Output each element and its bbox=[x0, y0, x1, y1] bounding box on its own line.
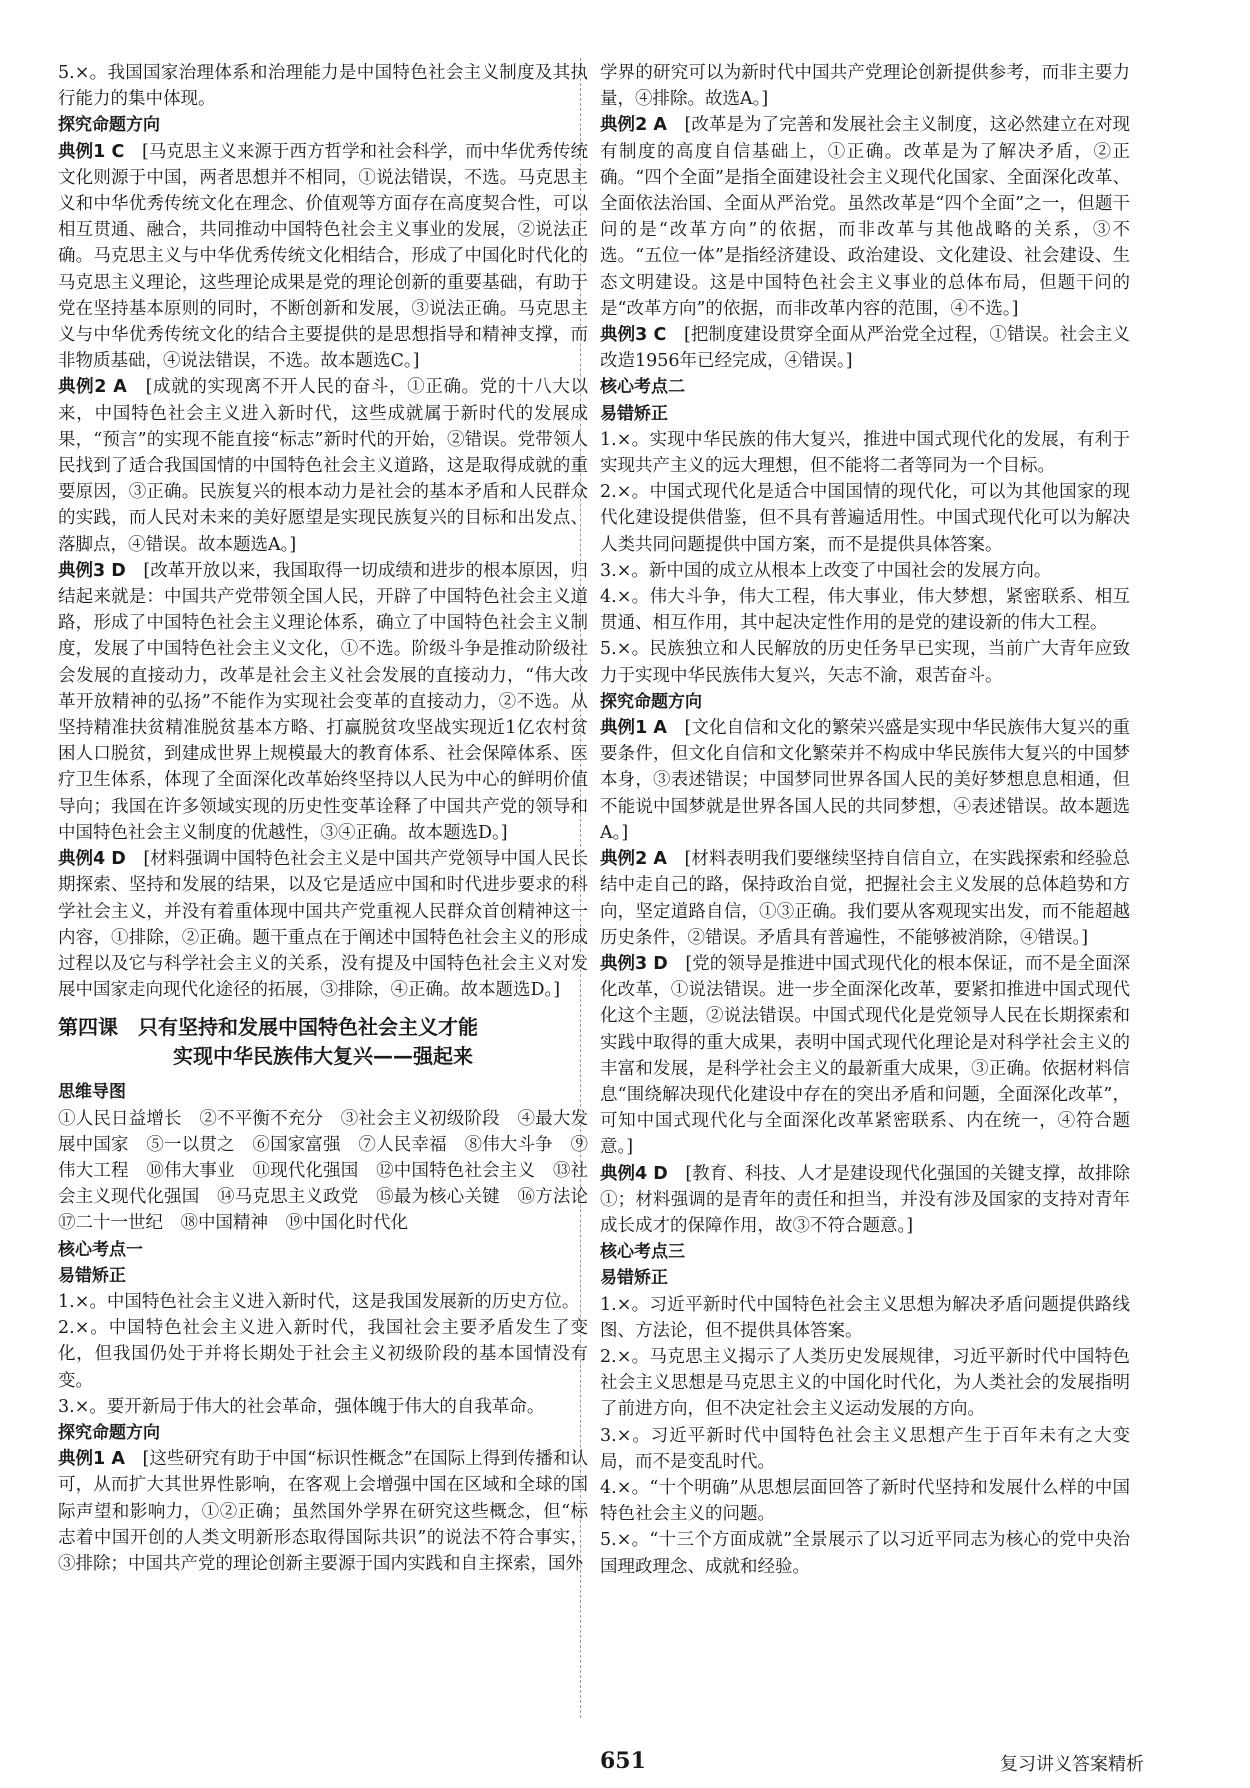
example-text: [马克思主义来源于西方哲学和社会科学，而中华优秀传统文化则源于中国，两者思想并不相同，①说法错误，不选。马克思主义和中华优秀传统文化在理念、价值观等方面存在高度契合性，可以相互贯通、融合，共同推动中国特色社会主义事业的发展，②说法正确。马克思主义与中华优秀传统文化相结合，形成了中国化时代化的马克思主义理论，这些理论成果是党的理论创新的重要基础，有助于党在坚持基本原则的同时，不断创新和发展，③说法正确。马克思主义与中华优秀传统文化的结合主要提供的是思想指导和精神支撑，而非物质基础，④说法错误，不选。故本题选C。] bbox=[58, 141, 588, 372]
example-label: 典例2 A bbox=[58, 377, 127, 398]
page-number: 651 bbox=[600, 1748, 646, 1774]
correction-item: 5.×。“十三个方面成就”全景展示了以习近平同志为核心的党中央治国理政理念、成就和经验。 bbox=[600, 1530, 1130, 1577]
item-5: 5.×。我国国家治理体系和治理能力是中国特色社会主义制度及其执行能力的集中体现。 bbox=[58, 63, 588, 110]
left-column bbox=[58, 60, 606, 1577]
example-text: [党的领导是推进中国式现代化的根本保证，而不是全面深化改革，①说法错误。进一步全面深化改革，要紧扣推进中国式现代化这个主题，②说法错误。中国式现代化是党领导人民在长期探索和实践中取得的重大成果，表明中国式现代化理论是对科学社会主义的丰富和发展，是科学社会主义的最新重大成果，③正确。依据材料信息“围绕解决现代化建设中存在的突出矛盾和问题，全面深化改革”，可知中国式现代化与全面深化改革紧密联系、内在统一，④符合题意。] bbox=[600, 953, 1131, 1158]
right-column bbox=[600, 60, 1130, 1580]
example-label: 典例3 D bbox=[600, 953, 668, 974]
example-label: 典例2 A bbox=[600, 115, 667, 136]
correction-item: 3.×。新中国的成立从根本上改变了中国社会的发展方向。 bbox=[600, 560, 1052, 581]
mind-map-text: ①人民日益增长 ②不平衡不充分 ③社会主义初级阶段 ④最大发展中国家 ⑤一以贯之 ⑥国家富强 ⑦人民幸福 ⑧伟大斗争 ⑨伟大工程 ⑩伟大事业 ⑪现代化强国 ⑫中国特色社会主义 ⑬社会主义现代化强国 ⑭马克思主义政党 ⑮最为核心关键 ⑯方法论 ⑰二十一世纪 ⑱中国精神 ⑲中国化时代化 bbox=[58, 1108, 606, 1234]
example-3 bbox=[58, 558, 588, 846]
example-7 bbox=[600, 322, 1130, 374]
core-point-heading: 核心考点一 bbox=[58, 1239, 143, 1260]
example-4 bbox=[58, 846, 588, 1003]
correction-item: 2.×。马克思主义揭示了人类历史发展规律，习近平新时代中国特色社会主义思想是马克思主义的中国化时代化，为人类社会的发展指明了前进方向，但不决定社会主义运动发展的方向。 bbox=[600, 1346, 1130, 1420]
correction-item: 2.×。中国特色社会主义进入新时代，我国社会主要矛盾发生了变化，但我国仍处于并将长期处于社会主义初级阶段的基本国情没有变。 bbox=[58, 1318, 588, 1391]
example-text: [把制度建设贯穿全面从严治党全过程，①错误。社会主义改造1956年已经完成，④错误。] bbox=[600, 325, 1130, 372]
example-11 bbox=[600, 1161, 1130, 1240]
core-point-heading: 核心考点三 bbox=[600, 1242, 685, 1263]
example-8 bbox=[600, 715, 1130, 846]
correction-item: 1.×。中国特色社会主义进入新时代，这是我国发展新的历史方位。 bbox=[58, 1291, 580, 1312]
example-5 bbox=[58, 1446, 588, 1577]
example-text: [材料强调中国特色社会主义是中国共产党领导中国人民长期探索、坚持和发展的结果，以及它是适应中国和时代进步要求的科学社会主义，并没有着重体现中国共产党重视人民群众首创精神这一内容，①排除，②正确。题干重点在于阐述中国特色社会主义的形成过程以及它与科学社会主义的关系，没有提及中国特色社会主义对发展中国家走向现代化途径的拓展，③排除，④正确。故本题选D。] bbox=[58, 849, 589, 1001]
example-10 bbox=[600, 951, 1130, 1161]
continued-text: 学界的研究可以为新时代中国共产党理论创新提供参考，而非主要力量，④排除。故选A。] bbox=[600, 63, 1130, 110]
example-text: [改革开放以来，我国取得一切成绩和进步的根本原因，归结起来就是：中国共产党带领全国人民，开辟了中国特色社会主义道路，形成了中国特色社会主义理论体系，确立了中国特色社会主义制度，发展了中国特色社会主义文化，①不选。阶级斗争是推动阶级社会发展的直接动力，改革是社会主义社会发展的直接动力，“伟大改革开放精神的弘扬”不能作为实现社会变革的直接动力，②不选。从坚持精准扶贫精准脱贫基本方略、打赢脱贫攻坚战实现近1亿农村贫困人口脱贫，到建成世界上规模最大的教育体系、社会保障体系、医疗卫生体系，体现了全面深化改革始终坚持以人民为中心的鲜明价值导向；我国在许多领域实现的历史性变革诠释了中国共产党的领导和中国特色社会主义制度的优越性，③④正确。故本题选D。] bbox=[58, 560, 589, 843]
example-label: 典例2 A bbox=[600, 849, 667, 870]
example-label: 典例4 D bbox=[58, 849, 126, 870]
example-text: [成就的实现离不开人民的奋斗，①正确。党的十八大以来，中国特色社会主义进入新时代，这些成就属于新时代的发展成果，“预言”的实现不能直接“标志”新时代的开始，②错误。党带领人民找到了适合我国国情的中国特色社会主义道路，这是取得成就的重要原因，③正确。民族复兴的根本动力是社会的基本矛盾和人民群众的实践，而人民对未来的美好愿望是实现民族复兴的目标和出发点、落脚点，④错误。故本题选A。] bbox=[58, 377, 588, 555]
example-label: 典例1 A bbox=[600, 718, 667, 739]
example-6 bbox=[600, 112, 1130, 322]
lesson-title-line-1: 第四课 只有坚持和发展中国特色社会主义才能 bbox=[58, 1015, 478, 1040]
correction-item: 4.×。“十个明确”从思想层面回答了新时代坚持和发展什么样的中国特色社会主义的问题。 bbox=[600, 1477, 1130, 1525]
section-heading: 探究命题方向 bbox=[600, 691, 702, 712]
example-text: [改革是为了完善和发展社会主义制度，这必然建立在对现有制度的高度自信基础上，①正确。改革是为了解决矛盾，②正确。“四个全面”是指全面建设社会主义现代化国家、全面深化改革、全面依法治国、全面从严治党。虽然改革是“四个全面”之一，但题干问的是“改革方向”的依据，而非改革与其他战略的关系，③不选。“五位一体”是指经济建设、政治建设、文化建设、社会建设、生态文明建设。这是中国特色社会主义事业的总体布局，但题干问的是“改革方向”的依据，而非改革内容的范围，④不选。] bbox=[600, 115, 1130, 319]
example-1 bbox=[58, 139, 588, 375]
example-9 bbox=[600, 846, 1130, 951]
correction-item: 1.×。习近平新时代中国特色社会主义思想为解决矛盾问题提供路线图、方法论，但不提供具体答案。 bbox=[600, 1294, 1130, 1341]
example-label: 典例1 C bbox=[58, 141, 125, 162]
error-correction-heading: 易错矫正 bbox=[600, 1268, 668, 1289]
correction-item: 3.×。要开新局于伟大的社会革命，强体魄于伟大的自我革命。 bbox=[58, 1396, 545, 1417]
lesson-title bbox=[58, 1013, 588, 1071]
section-heading: 探究命题方向 bbox=[58, 1422, 160, 1443]
correction-item: 4.×。伟大斗争，伟大工程，伟大事业，伟大梦想，紧密联系、相互贯通、相互作用，其中起决定性作用的是党的建设新的伟大工程。 bbox=[600, 587, 1130, 634]
lesson-title-line-2: 实现中华民族伟大复兴——强起来 bbox=[173, 1044, 473, 1069]
correction-item: 1.×。实现中华民族的伟大复兴，推进中国式现代化的发展，有利于实现共产主义的远大理想，但不能将二者等同为一个目标。 bbox=[600, 429, 1130, 477]
example-label: 典例4 D bbox=[600, 1163, 668, 1184]
error-correction-heading: 易错矫正 bbox=[600, 403, 668, 424]
example-2 bbox=[58, 374, 588, 557]
example-text: [这些研究有助于中国“标识性概念”在国际上得到传播和认可，从而扩大其世界性影响，在客观上会增强中国在区域和全球的国际声望和影响力，①②正确；虽然国外学界在研究这些概念，但“标志着中国开创的人类文明新形态取得国际共识”的说法不符合事实，③排除；中国共产党的理论创新主要源于国内实践和自主探索，国外 bbox=[58, 1449, 588, 1574]
correction-item: 3.×。习近平新时代中国特色社会主义思想产生于百年未有之大变局，而不是变乱时代。 bbox=[600, 1425, 1130, 1472]
example-label: 典例3 D bbox=[58, 560, 126, 581]
correction-item: 5.×。民族独立和人民解放的历史任务早已实现，当前广大青年应致力于实现中华民族伟大复兴，矢志不渝，艰苦奋斗。 bbox=[600, 639, 1130, 686]
example-text: [教育、科技、人才是建设现代化强国的关键支撑，故排除①；材料强调的是青年的责任和担当，并没有涉及国家的支持对青年成长成才的保障作用，故③不符合题意。] bbox=[600, 1163, 1131, 1236]
error-correction-heading: 易错矫正 bbox=[58, 1265, 126, 1286]
mind-map-heading: 思维导图 bbox=[58, 1082, 126, 1103]
correction-item: 2.×。中国式现代化是适合中国国情的现代化，可以为其他国家的现代化建设提供借鉴，但不具有普遍适用性。中国式现代化可以为解决人类共同问题提供中国方案，而不是提供具体答案。 bbox=[600, 482, 1130, 555]
example-label: 典例3 C bbox=[600, 325, 667, 346]
core-point-heading: 核心考点二 bbox=[600, 377, 685, 398]
example-text: [材料表明我们要继续坚持自信自立，在实践探索和经验总结中走自己的路，保持政治自觉，把握社会主义发展的总体趋势和方向，坚定道路自信，①③正确。我们要从客观现实出发，而不能超越历史条件，②错误。矛盾具有普遍性，不能够被消除，④错误。] bbox=[600, 849, 1130, 948]
section-heading: 探究命题方向 bbox=[58, 115, 160, 136]
book-title: 复习讲义答案精析 bbox=[1000, 1754, 1144, 1775]
example-label: 典例1 A bbox=[58, 1449, 125, 1470]
example-text: [文化自信和文化的繁荣兴盛是实现中华民族伟大复兴的重要条件，但文化自信和文化繁荣并不构成中华民族伟大复兴的中国梦本身，③表述错误；中国梦同世界各国人民的美好梦想息息相通，但不能说中国梦就是世界各国人民的共同梦想，④表述错误。故本题选A。] bbox=[600, 718, 1130, 843]
